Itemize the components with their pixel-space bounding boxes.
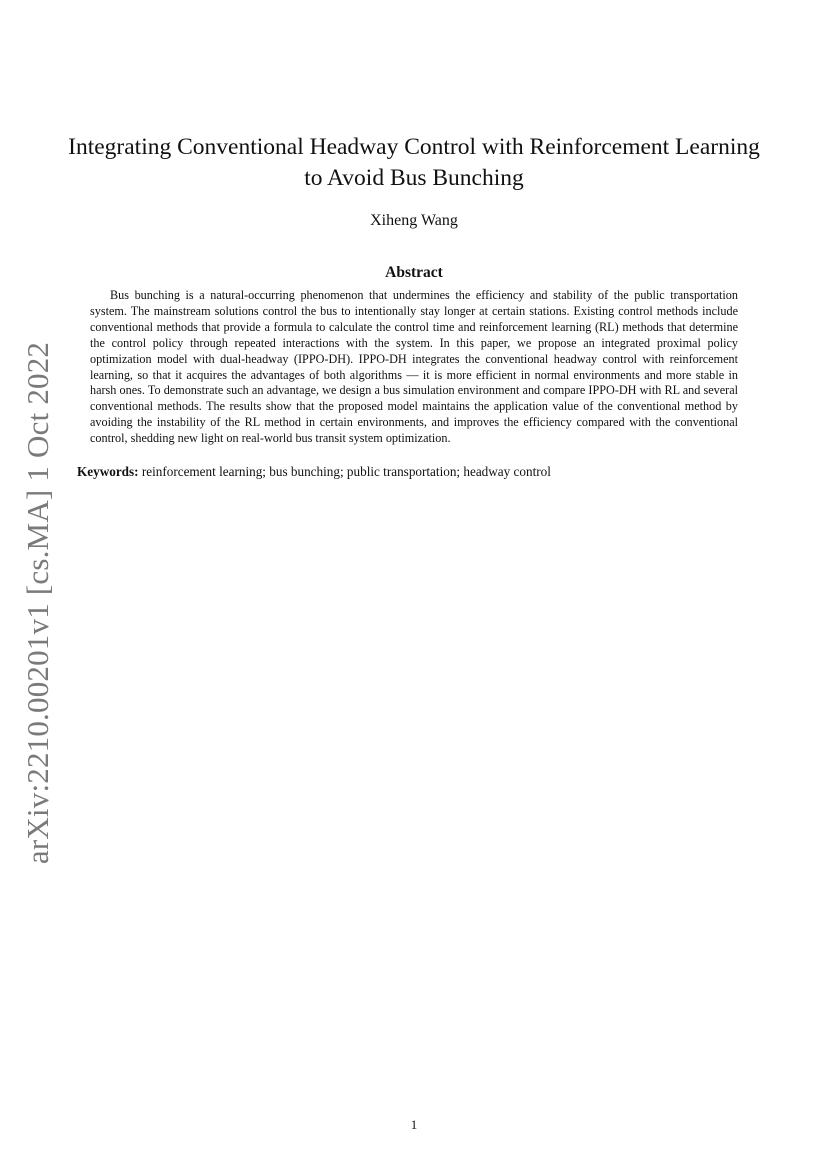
- keywords-text: reinforcement learning; bus bunching; public transportation; headway control: [141, 464, 551, 479]
- paper-title-line-2: to Avoid Bus Bunching: [304, 165, 524, 191]
- keywords-label: Keywords:: [77, 464, 139, 479]
- paper-author: Xiheng Wang: [370, 212, 458, 229]
- paper-title-line-1: Integrating Conventional Headway Control with Reinforcement Learning: [68, 134, 760, 160]
- paper-title: [40, 132, 788, 194]
- abstract-body: Bus bunching is a natural-occurring phenomenon that undermines the efficiency and stability of the public transportation system. The mainstream solutions control the bus to intentionally stay longer at certain stations. Existing control methods include conventional methods that provide a formula to calculate the control time and reinforcement learning (RL) methods that determine the control policy through repeated interactions with the system. In this paper, we propose an integrated proximal policy optimization model with dual-headway (IPPO-DH). IPPO-DH integrates the conventional headway control with reinforcement learning, so that it acquires the advantages of both algorithms — it is more efficient in normal environments and more stable in harsh ones. To demonstrate such an advantage, we design a bus simulation environment and compare IPPO-DH with RL and several conventional methods. The results show that the proposed model maintains the application value of the conventional method by avoiding the instability of the RL method in certain environments, and improves the efficiency compared with the conventional control, shedding new light on real-world bus transit system optimization.: [90, 288, 738, 446]
- page-number: 1: [410, 1117, 418, 1132]
- arxiv-identifier: arXiv:2210.00201v1 [cs.MA] 1 Oct 2022: [20, 341, 55, 865]
- keywords-line: [77, 463, 777, 481]
- abstract-heading: Abstract: [385, 264, 443, 281]
- arxiv-side-stamp: [18, 341, 58, 865]
